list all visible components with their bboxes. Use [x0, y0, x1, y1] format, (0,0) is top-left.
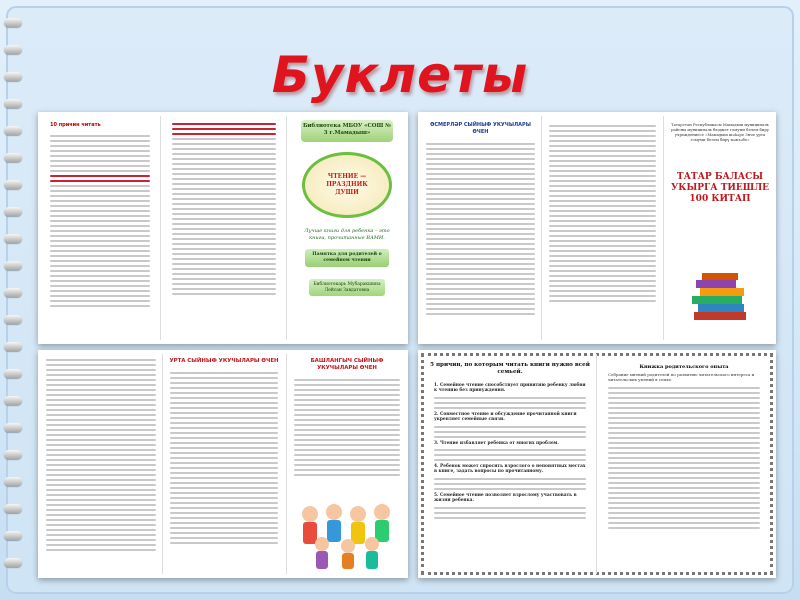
text-line: [434, 454, 586, 456]
text-line: [434, 431, 586, 433]
text-line: [434, 459, 586, 461]
booklet-1-memo: Памятка для родителей о семейном чтении: [305, 249, 389, 267]
books-illustration: [688, 272, 752, 324]
booklet-3-col3-heading: БАШЛАНГЫЧ СЫЙНЫФ УКУЧЫЛАРЫ ӨЧЕН: [310, 358, 384, 371]
booklet-1-footer: Библиотекарь Мубаракшина Лейсан Завдатовна: [309, 279, 385, 296]
booklet-4-heading: 5 причин, по которым читать книги нужно всей семьей.: [430, 362, 590, 375]
spiral-ring: [4, 423, 22, 432]
booklet-1-oval-text: ЧТЕНИЕ — ПРАЗДНИК ДУШИ: [326, 173, 368, 196]
booklet-1-col1-heading: 10 причин читать: [50, 122, 101, 128]
booklet-4-point: 1. Семейное чтение способствует привитию ребенку любви к чтению без принуждения.: [434, 383, 586, 394]
booklet-2-big-title: ТАТАР БАЛАСЫ УКЫРГА ТИЕШЛЕ 100 КИТАП: [670, 172, 770, 204]
text-line: [434, 478, 586, 480]
booklet-3: [38, 350, 408, 578]
spiral-ring: [4, 396, 22, 405]
text-line: [434, 517, 586, 519]
spiral-ring: [4, 450, 22, 459]
text-line: [434, 488, 586, 490]
spiral-ring: [4, 126, 22, 135]
booklet-4-col2-intro: Собрание мнений родителей по развитию читательского интереса и читательских умений в семье.: [608, 372, 755, 383]
booklet-4-point: 3. Чтение избавляет ребенка от многих проблем.: [434, 440, 559, 446]
booklet-2: [418, 112, 776, 344]
text-line: [434, 512, 586, 514]
spiral-ring: [4, 180, 22, 189]
text-line: [434, 397, 586, 399]
page-title: Буклеты: [271, 46, 529, 104]
text-line: [434, 436, 586, 438]
spiral-ring: [4, 531, 22, 540]
spiral-ring: [4, 342, 22, 351]
spiral-ring: [4, 234, 22, 243]
text-line: [434, 449, 586, 451]
spiral-ring: [4, 477, 22, 486]
text-line: [434, 426, 586, 428]
booklet-4-point: 2. Совместное чтение и обсуждение прочитанной книги укрепляет семейные связи.: [434, 411, 577, 423]
booklet-1-caption: Лучше книги для ребенка – это книги, прочитанные ВАМИ.: [304, 228, 390, 241]
spiral-ring: [4, 504, 22, 513]
booklet-1-library-banner: Библиотека МБОУ «СОШ № 3 г.Мамадыш»: [301, 120, 393, 142]
booklet-3-col2-heading: УРТА СЫЙНЫФ УКУЧЫЛАРЫ ӨЧЕН: [169, 358, 279, 364]
spiral-ring: [4, 288, 22, 297]
children-illustration: [296, 500, 398, 570]
text-line: [434, 507, 586, 509]
booklet-4-col2-heading: Книжка родительского опыта: [639, 364, 729, 370]
text-line: [434, 483, 586, 485]
booklet-1-oval: [302, 152, 392, 218]
booklet-4: [418, 350, 776, 578]
spiral-ring: [4, 18, 22, 27]
booklet-2-col1-heading: ӨСМЕРЛӘР СЫЙНЫФ УКУЧЫЛАРЫ ӨЧЕН: [430, 122, 531, 135]
booklet-4-point: 5. Семейное чтение позволяет взрослому участвовать в жизни ребенка.: [434, 492, 577, 504]
spiral-ring: [4, 207, 22, 216]
spiral-ring: [4, 369, 22, 378]
booklet-2-institution: Татарстан Республикасы Мамадыш муниципаль районы муниципаль бюджет гомуми белем бирү учреждениесе «Мамадыш шәһәре 3нче урта гомуми белем бирү мәктәбе»: [671, 122, 769, 142]
spiral-ring: [4, 261, 22, 270]
spiral-ring: [4, 153, 22, 162]
spiral-ring: [4, 315, 22, 324]
text-line: [434, 407, 586, 409]
booklet-4-point: 4. Ребенок может спросить взрослого о непонятных местах в книге, задать вопросы по прочитанному.: [434, 464, 586, 475]
text-line: [434, 402, 586, 404]
spiral-ring: [4, 558, 22, 567]
booklet-1: [38, 112, 408, 344]
